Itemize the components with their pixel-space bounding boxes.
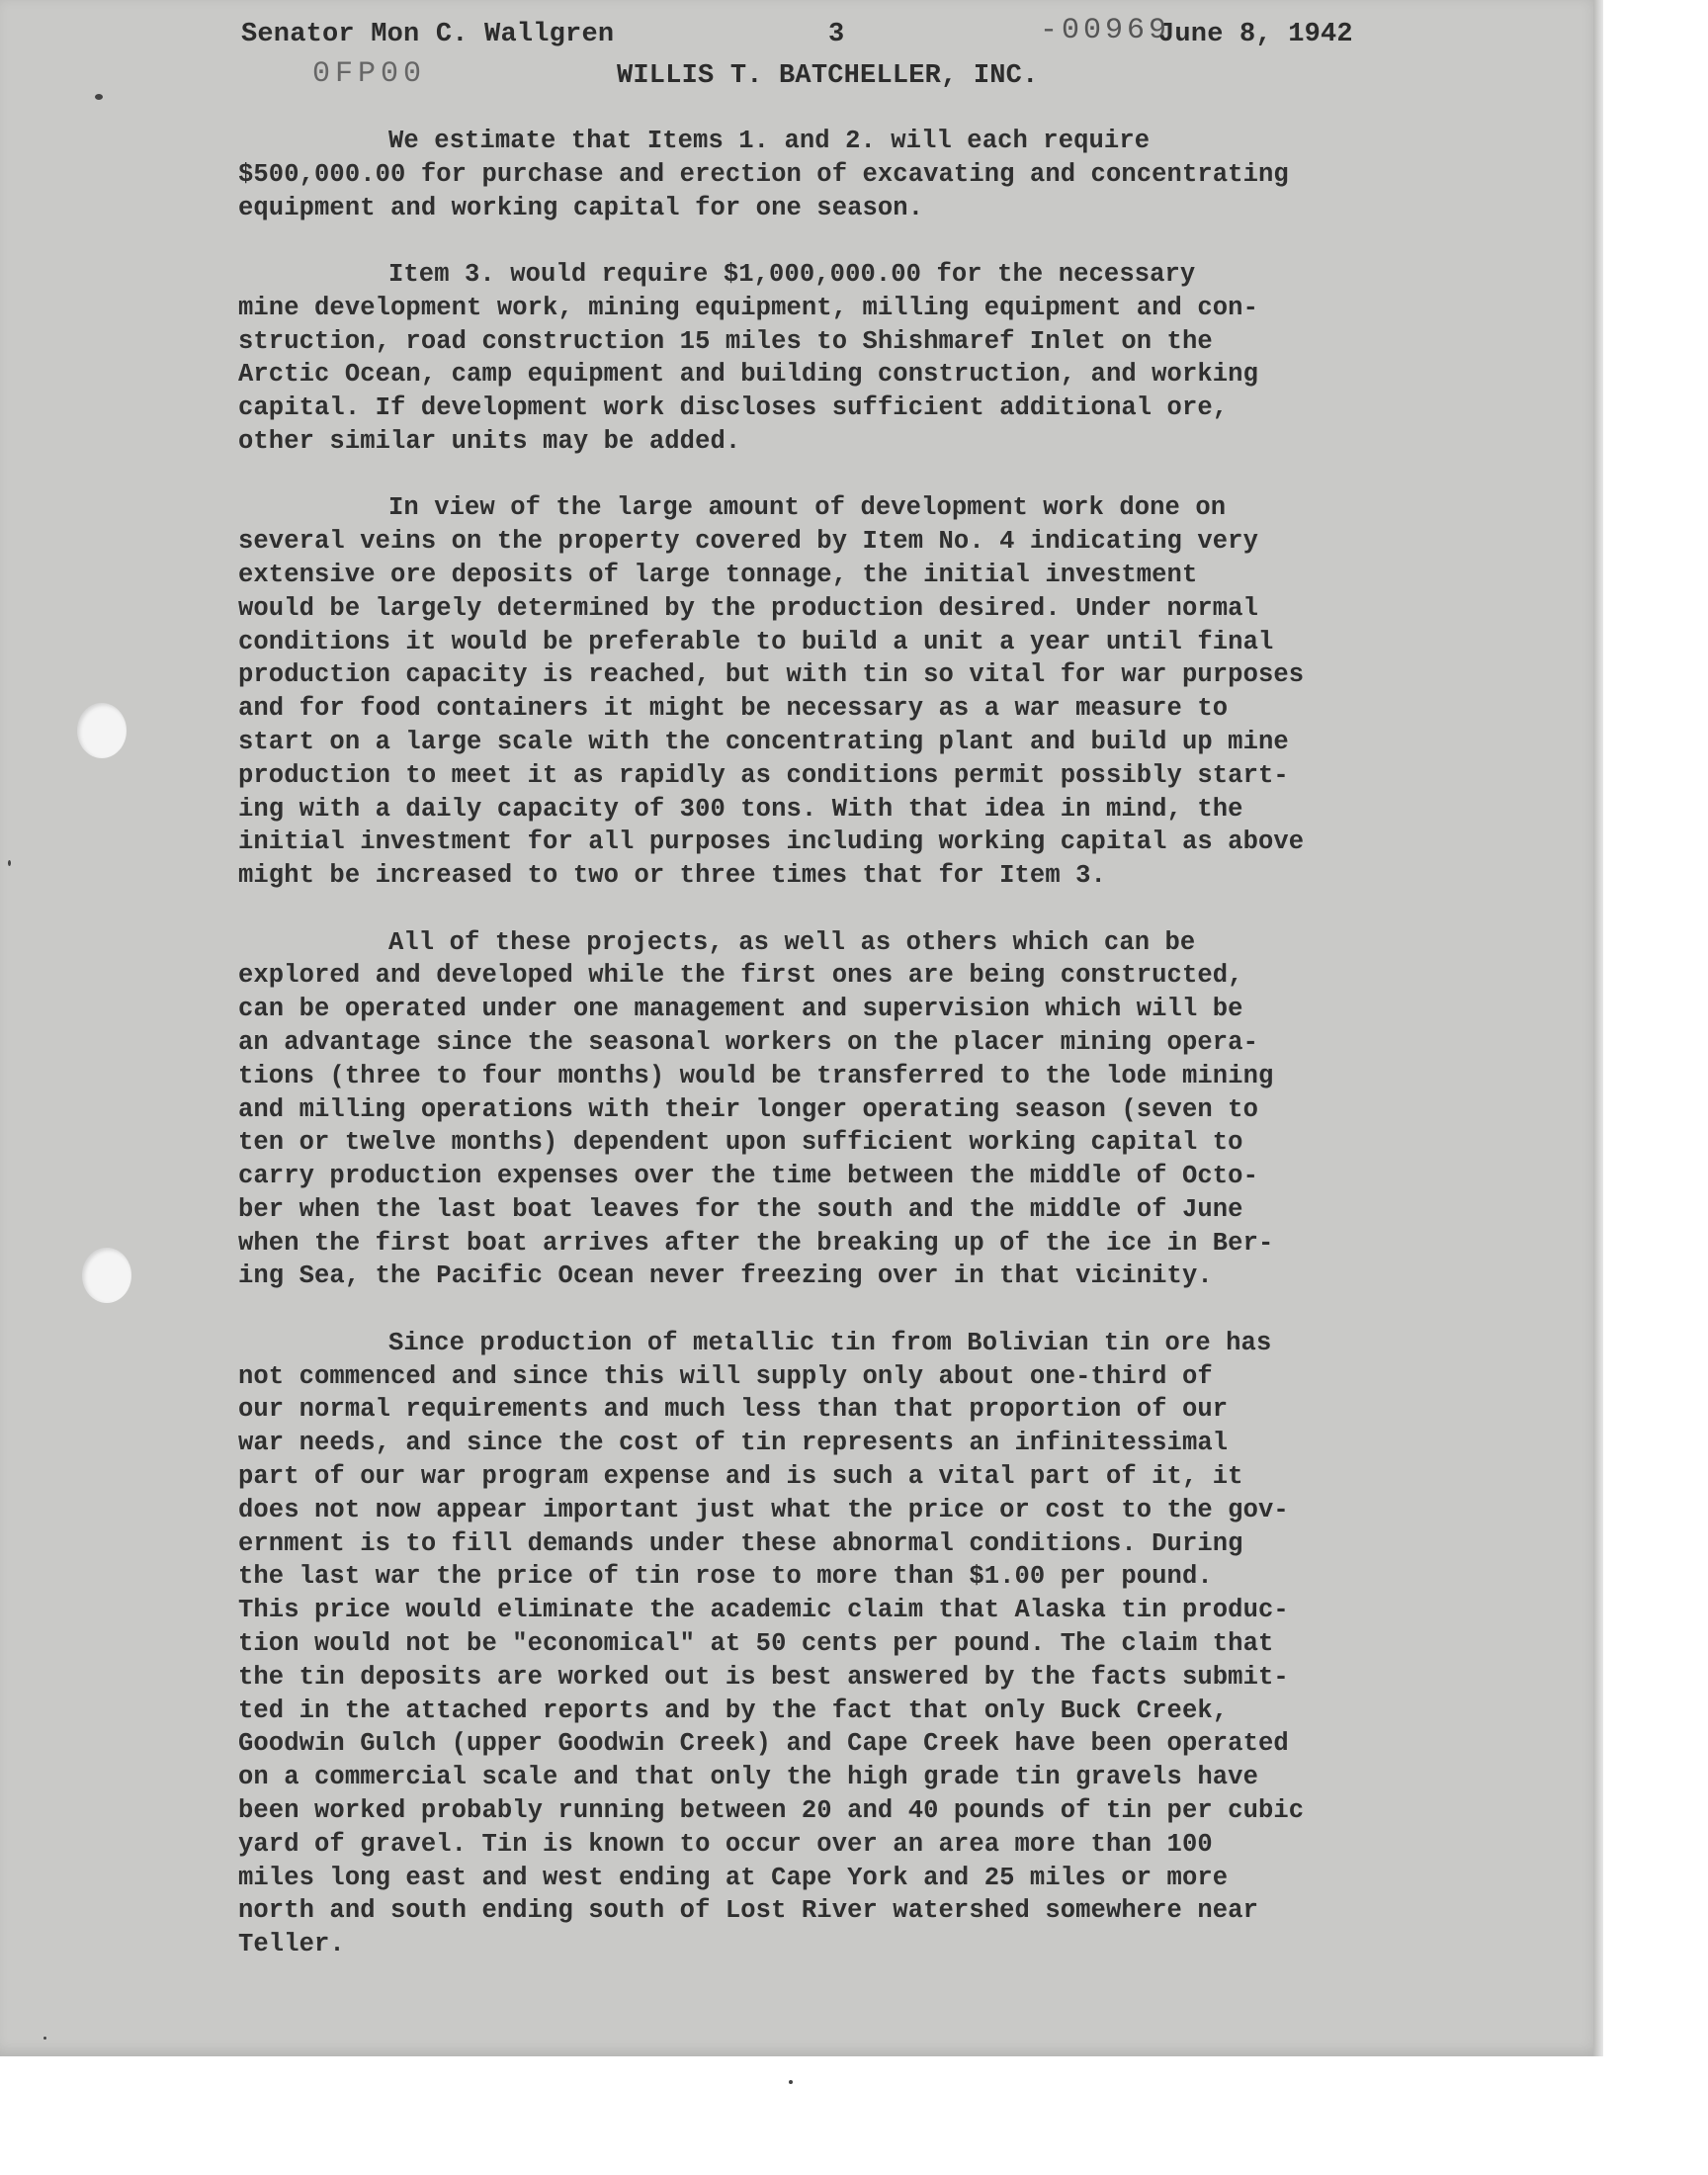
text-line xyxy=(238,425,1474,459)
line-text: not commenced and since this will supply only about one-third of xyxy=(238,1361,1213,1391)
line-text: the tin deposits are worked out is best answered by the facts submit- xyxy=(238,1662,1289,1692)
line-text: initial investment for all purposes including working capital as above xyxy=(238,827,1305,857)
company-name: WILLIS T. BATCHELLER, INC. xyxy=(617,61,1039,91)
text-line xyxy=(238,1828,1474,1862)
paragraph-5 xyxy=(238,1327,1474,1961)
text-line xyxy=(238,1393,1474,1427)
line-text: start on a large scale with the concentrating plant and build up mine xyxy=(238,727,1289,756)
text-line xyxy=(238,1060,1474,1093)
line-text: ted in the attached reports and by the fact that only Buck Creek, xyxy=(238,1696,1229,1725)
punch-hole-bottom xyxy=(82,1248,131,1303)
line-text: other similar units may be added. xyxy=(238,426,741,456)
text-line xyxy=(238,1727,1474,1761)
text-line xyxy=(238,692,1474,726)
text-line xyxy=(238,1026,1474,1060)
text-line xyxy=(238,1227,1474,1261)
page-number: 3 xyxy=(828,20,845,49)
text-line xyxy=(238,1627,1474,1661)
text-line xyxy=(238,859,1474,893)
paragraph-1 xyxy=(238,125,1474,224)
text-line xyxy=(238,292,1474,325)
text-line xyxy=(238,793,1474,826)
text-line xyxy=(238,1126,1474,1160)
line-text: carry production expenses over the time between the middle of Octo- xyxy=(238,1162,1258,1191)
dust-speck xyxy=(789,2080,793,2084)
line-text: $500,000.00 for purchase and erection of excavating and concentrating xyxy=(238,159,1289,189)
text-line xyxy=(238,525,1474,559)
text-line xyxy=(238,1862,1474,1895)
line-text: extensive ore deposits of large tonnage, the initial investment xyxy=(238,560,1198,589)
line-text: mine development work, mining equipment, milling equipment and con- xyxy=(238,293,1258,322)
line-text: production to meet it as rapidly as conditions permit possibly start- xyxy=(238,760,1289,790)
text-line xyxy=(238,926,1474,960)
paragraph-2 xyxy=(238,258,1474,459)
text-line xyxy=(238,1894,1474,1928)
text-line xyxy=(238,1761,1474,1794)
text-line xyxy=(238,1327,1474,1360)
text-line xyxy=(238,1460,1474,1494)
line-text: Teller. xyxy=(238,1930,345,1959)
dust-speck xyxy=(95,94,103,100)
line-text: tion would not be "economical" at 50 cents per pound. The claim that xyxy=(238,1629,1274,1659)
document-stamp-number: -00969 xyxy=(1040,14,1171,47)
line-text: ber when the last boat leaves for the south and the middle of June xyxy=(238,1194,1243,1224)
text-line xyxy=(238,1594,1474,1627)
dust-speck xyxy=(43,2037,46,2040)
line-text: miles long east and west ending at Cape York and 25 miles or more xyxy=(238,1863,1229,1892)
line-text: We estimate that Items 1. and 2. will each require xyxy=(388,127,1151,155)
text-line xyxy=(238,559,1474,592)
text-line xyxy=(238,1193,1474,1227)
text-line xyxy=(238,1928,1474,1961)
line-text: on a commercial scale and that only the high grade tin gravels have xyxy=(238,1763,1258,1792)
text-line xyxy=(238,1661,1474,1695)
text-line xyxy=(238,325,1474,359)
recipient-name: Senator Mon C. Wallgren xyxy=(241,20,615,49)
punch-hole-top xyxy=(77,703,127,758)
paragraph-3 xyxy=(238,491,1474,893)
line-text: might be increased to two or three times that for Item 3. xyxy=(238,861,1106,891)
line-text: In view of the large amount of development work done on xyxy=(388,493,1227,523)
text-line xyxy=(238,1494,1474,1527)
line-text: ing Sea, the Pacific Ocean never freezing over in that vicinity. xyxy=(238,1262,1213,1291)
line-text: struction, road construction 15 miles to Shishmaref Inlet on the xyxy=(238,326,1213,356)
line-text: an advantage since the seasonal workers on the placer mining opera- xyxy=(238,1027,1258,1057)
line-text: This price would eliminate the academic claim that Alaska tin produc- xyxy=(238,1596,1289,1625)
page-edge-shadow xyxy=(1593,0,1603,2056)
text-line xyxy=(238,358,1474,392)
text-line xyxy=(238,1260,1474,1293)
text-line xyxy=(238,258,1474,292)
text-line xyxy=(238,1560,1474,1594)
text-line xyxy=(238,158,1474,192)
line-text: north and south ending south of Lost River watershed somewhere near xyxy=(238,1896,1258,1926)
text-line xyxy=(238,392,1474,425)
line-text: part of our war program expense and is such a vital part of it, it xyxy=(238,1462,1243,1492)
line-text: Since production of metallic tin from Bolivian tin ore has xyxy=(388,1328,1272,1357)
text-line xyxy=(238,658,1474,692)
line-text: the last war the price of tin rose to more than $1.00 per pound. xyxy=(238,1562,1213,1592)
line-text: and for food containers it might be necessary as a war measure to xyxy=(238,694,1229,724)
line-text: when the first boat arrives after the breaking up of the ice in Ber- xyxy=(238,1228,1274,1258)
line-text: would be largely determined by the production desired. Under normal xyxy=(238,593,1258,623)
text-line xyxy=(238,491,1474,525)
line-text: Arctic Ocean, camp equipment and building construction, and working xyxy=(238,360,1258,390)
text-line xyxy=(238,125,1474,158)
text-line xyxy=(238,1527,1474,1561)
line-text: yard of gravel. Tin is known to occur over an area more than 100 xyxy=(238,1829,1213,1859)
line-text: been worked probably running between 20 and 40 pounds of tin per cubic xyxy=(238,1796,1305,1826)
text-line xyxy=(238,1360,1474,1394)
line-text: Goodwin Gulch (upper Goodwin Creek) and Cape Creek have been operated xyxy=(238,1729,1289,1759)
line-text: ten or twelve months) dependent upon sufficient working capital to xyxy=(238,1128,1243,1158)
letter-date: June 8, 1942 xyxy=(1158,20,1353,49)
line-text: conditions it would be preferable to build a unit a year until final xyxy=(238,627,1274,656)
text-line xyxy=(238,1160,1474,1193)
text-line xyxy=(238,1794,1474,1828)
line-text: All of these projects, as well as others which can be xyxy=(388,927,1196,957)
text-line xyxy=(238,959,1474,993)
line-text: tions (three to four months) would be transferred to the lode mining xyxy=(238,1061,1274,1090)
text-line xyxy=(238,726,1474,759)
paragraph-4 xyxy=(238,926,1474,1294)
line-text: war needs, and since the cost of tin represents an infinitessimal xyxy=(238,1429,1229,1458)
line-text: and milling operations with their longer operating season (seven to xyxy=(238,1094,1258,1124)
line-text: can be operated under one management and supervision which will be xyxy=(238,995,1243,1024)
text-line xyxy=(238,1427,1474,1460)
line-text: several veins on the property covered by Item No. 4 indicating very xyxy=(238,527,1258,557)
line-text: capital. If development work discloses sufficient additional ore, xyxy=(238,393,1229,423)
text-line xyxy=(238,192,1474,225)
line-text: ernment is to fill demands under these abnormal conditions. During xyxy=(238,1528,1243,1558)
line-text: our normal requirements and much less than that proportion of our xyxy=(238,1395,1229,1425)
line-text: ing with a daily capacity of 300 tons. With that idea in mind, the xyxy=(238,794,1243,824)
text-line xyxy=(238,826,1474,859)
line-text: Item 3. would require $1,000,000.00 for the necessary xyxy=(388,259,1196,289)
text-line xyxy=(238,993,1474,1026)
line-text: explored and developed while the first ones are being constructed, xyxy=(238,961,1243,991)
text-line xyxy=(238,1695,1474,1728)
line-text: production capacity is reached, but with tin so vital for war purposes xyxy=(238,660,1305,690)
text-line xyxy=(238,1093,1474,1127)
text-line xyxy=(238,626,1474,659)
text-line xyxy=(238,759,1474,793)
line-text: equipment and working capital for one season. xyxy=(238,193,924,222)
text-line xyxy=(238,592,1474,626)
dust-speck xyxy=(8,860,11,866)
line-text: does not now appear important just what the price or cost to the gov- xyxy=(238,1495,1289,1524)
letter-body xyxy=(238,125,1474,1995)
document-stamp-left: 0FP00 xyxy=(312,57,427,91)
